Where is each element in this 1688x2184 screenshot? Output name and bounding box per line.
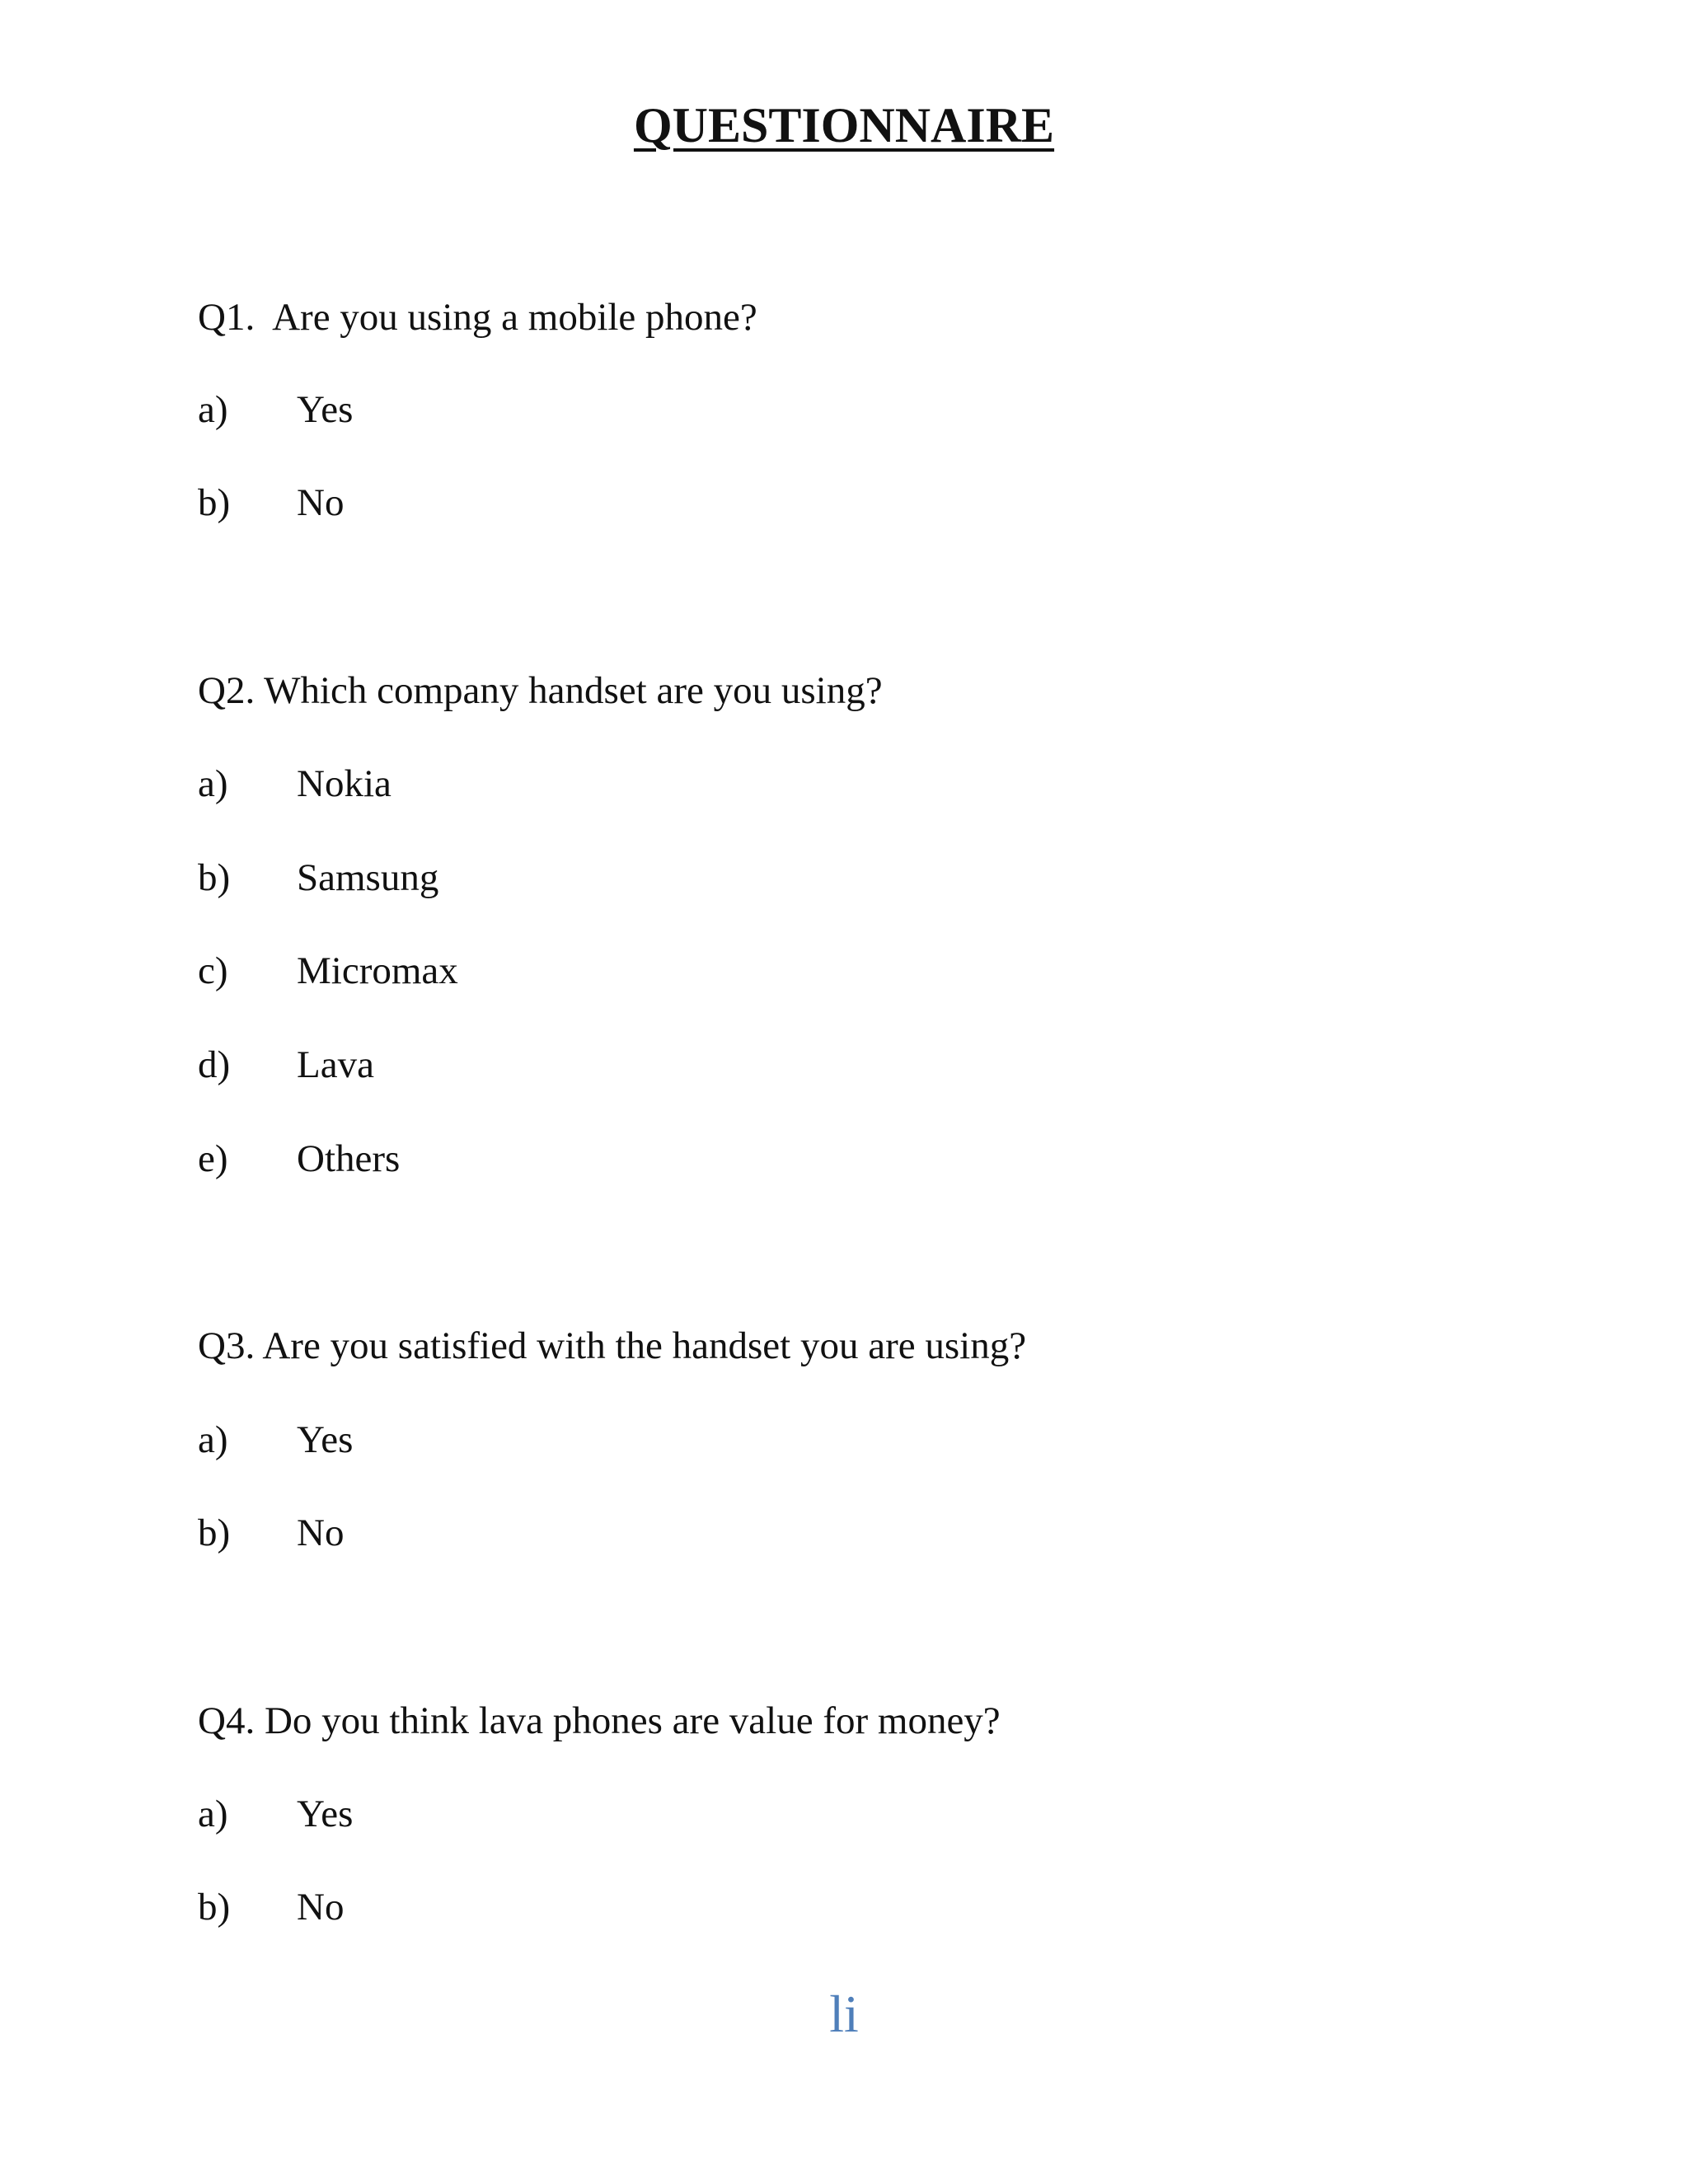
option-letter: a) <box>198 1793 228 1835</box>
option-letter: b) <box>198 856 231 899</box>
option-label: Nokia <box>297 762 392 805</box>
option-letter: d) <box>198 1043 231 1086</box>
question-4-option-b <box>198 1882 344 1932</box>
option-label: Yes <box>297 388 354 431</box>
question-1-option-a <box>198 385 353 434</box>
question-4: Q4. Do you think lava phones are value for money? <box>198 1699 1001 1742</box>
question-3-option-b <box>198 1508 344 1558</box>
question-2: Q2. Which company handset are you using? <box>198 669 883 712</box>
option-label: No <box>297 1511 345 1554</box>
question-1: Q1. Are you using a mobile phone? <box>198 296 757 339</box>
option-label: Lava <box>297 1043 374 1086</box>
question-1-option-b <box>198 478 344 527</box>
option-letter: b) <box>198 481 231 524</box>
option-label: Micromax <box>297 949 458 992</box>
option-letter: a) <box>198 1418 228 1461</box>
question-2-option-e <box>198 1134 400 1183</box>
option-letter: b) <box>198 1511 231 1554</box>
option-label: No <box>297 1886 345 1929</box>
option-letter: e) <box>198 1137 228 1180</box>
option-letter: c) <box>198 949 228 992</box>
question-2-option-a <box>198 759 392 808</box>
question-2-option-c <box>198 946 458 996</box>
page-number: li <box>829 1985 859 2043</box>
question-2-option-b <box>198 853 438 902</box>
option-label: Samsung <box>297 856 439 899</box>
question-4-option-a <box>198 1789 353 1839</box>
question-2-option-d <box>198 1040 374 1090</box>
document-title <box>0 92 1688 158</box>
question-3-option-a <box>198 1415 353 1465</box>
option-letter: a) <box>198 388 228 431</box>
option-label: Others <box>297 1137 401 1180</box>
option-letter: b) <box>198 1886 231 1929</box>
option-label: Yes <box>297 1793 354 1835</box>
option-label: No <box>297 481 345 524</box>
document-title-text: QUESTIONNAIRE <box>633 98 1055 152</box>
option-label: Yes <box>297 1418 354 1461</box>
option-letter: a) <box>198 762 228 805</box>
question-3: Q3. Are you satisfied with the handset you are using? <box>198 1324 1027 1367</box>
